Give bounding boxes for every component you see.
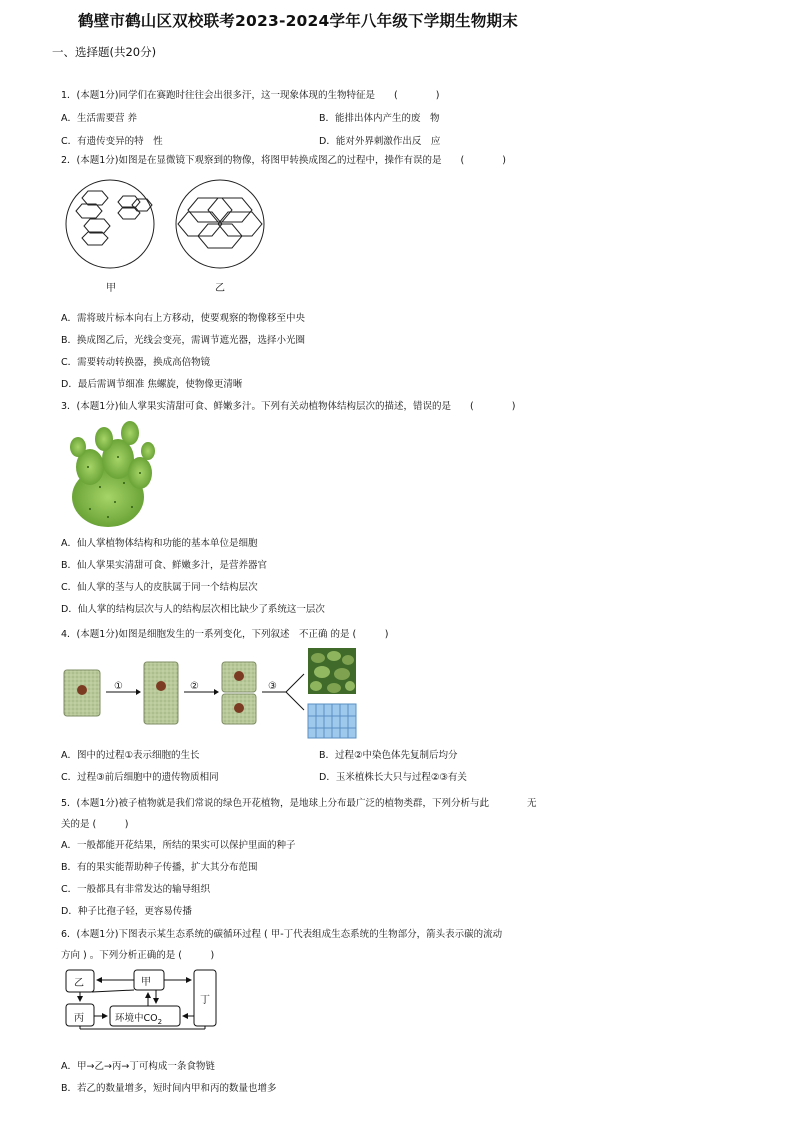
question-3-option-c: C．仙人掌的茎与人的皮肤属于同一个结构层次 bbox=[61, 582, 258, 593]
cactus-image bbox=[60, 417, 160, 529]
question-1-option-d: D．能对外界刺激作出反 应 bbox=[319, 136, 441, 147]
view-yi bbox=[176, 180, 264, 268]
cell-1 bbox=[64, 670, 100, 716]
question-5-stem-line1: 5．(本题1分)被子植物就是我们常说的绿色开花植物，是地球上分布最广泛的植物类群，下列分析与此 无 bbox=[61, 798, 537, 809]
question-1-option-c: C．有遗传变异的特 性 bbox=[61, 136, 163, 147]
process-label-2: ② bbox=[190, 681, 199, 692]
question-3-option-d: D．仙人掌的结构层次与人的结构层次相比缺少了系统这一层次 bbox=[61, 604, 325, 615]
document-title: 鹤壁市鹤山区双校联考2023-2024学年八年级下学期生物期末 bbox=[78, 12, 518, 30]
diagram-node-yi: 乙 bbox=[74, 978, 84, 989]
question-2-option-b: B．换成图乙后，光线会变亮，需调节遮光器，选择小光圈 bbox=[61, 335, 306, 346]
question-3-stem: 3．(本题1分)仙人掌果实清甜可食、鲜嫩多汁。下列有关动植物体结构层次的描述，错误的是 ( ) bbox=[61, 401, 516, 412]
question-2-stem: 2．(本题1分)如图是在显微镜下观察到的物像，将图甲转换成图乙的过程中，操作有误的是 ( ) bbox=[61, 155, 506, 166]
question-4-stem: 4．(本题1分)如图是细胞发生的一系列变化，下列叙述 不正确 的是 ( ) bbox=[61, 629, 389, 640]
diagram-node-bing: 丙 bbox=[74, 1013, 84, 1024]
figure-label-jia: 甲 bbox=[106, 283, 116, 294]
section-heading: 一、选择题(共20分) bbox=[52, 45, 157, 59]
view-jia bbox=[66, 180, 154, 268]
question-6-option-a: A．甲→乙→丙→丁可构成一条食物链 bbox=[61, 1061, 215, 1072]
question-5-option-b: B．有的果实能帮助种子传播，扩大其分布范围 bbox=[61, 862, 258, 873]
microscope-views-figure bbox=[60, 176, 270, 296]
diagram-node-environment-co2: 环境中$CO_2$ bbox=[115, 1013, 163, 1026]
question-2-option-c: C．需要转动转换器，换成高倍物镜 bbox=[61, 357, 211, 368]
cell-2 bbox=[144, 662, 178, 724]
question-4-option-a: A．图中的过程①表示细胞的生长 bbox=[61, 750, 200, 761]
question-5-option-d: D．种子比孢子轻，更容易传播 bbox=[61, 906, 192, 917]
question-2-option-a: A．需将玻片标本向右上方移动，使要观察的物像移至中央 bbox=[61, 313, 305, 324]
figure-label-yi: 乙 bbox=[215, 283, 225, 294]
diagram-node-jia: 甲 bbox=[141, 977, 151, 988]
question-6-stem-line1: 6．(本题1分)下图表示某生态系统的碳循环过程 ( 甲-丁代表组成生态系统的生物部分，箭头表示碳的流动 bbox=[61, 929, 503, 940]
tissue-blue bbox=[308, 704, 356, 738]
question-3-option-a: A．仙人掌植物体结构和功能的基本单位是细胞 bbox=[61, 538, 258, 549]
question-4-option-d: D．玉米植株长大只与过程②③有关 bbox=[319, 772, 467, 783]
process-label-1: ① bbox=[114, 681, 123, 692]
cell-division-figure bbox=[60, 648, 360, 740]
question-5-option-c: C．一般都具有非常发达的输导组织 bbox=[61, 884, 211, 895]
question-1-stem: 1．(本题1分)同学们在赛跑时往往会出很多汗，这一现象体现的生物特征是 ( ) bbox=[61, 90, 440, 101]
question-5-option-a: A．一般都能开花结果，所结的果实可以保护里面的种子 bbox=[61, 840, 296, 851]
question-2-option-d: D．最后需调节细准 焦螺旋，使物像更清晰 bbox=[61, 379, 243, 390]
question-1-option-a: A．生活需要营 养 bbox=[61, 113, 138, 124]
question-6-option-b: B．若乙的数量增多，短时间内甲和丙的数量也增多 bbox=[61, 1083, 277, 1094]
question-1-option-b: B．能排出体内产生的废 物 bbox=[319, 113, 440, 124]
question-3-option-b: B．仙人掌果实清甜可食、鲜嫩多汁，是营养器官 bbox=[61, 560, 268, 571]
question-4-option-b: B．过程②中染色体先复制后均分 bbox=[319, 750, 458, 761]
cell-3 bbox=[222, 662, 256, 724]
question-4-option-c: C．过程③前后细胞中的遗传物质相同 bbox=[61, 772, 219, 783]
question-5-stem-line2: 关的是 ( ) bbox=[61, 819, 129, 830]
question-6-stem-line2: 方向 ) 。下列分析正确的是 ( ) bbox=[61, 950, 215, 961]
tissue-green bbox=[308, 648, 356, 694]
diagram-node-ding: 丁 bbox=[200, 995, 210, 1006]
process-label-3: ③ bbox=[268, 681, 277, 692]
